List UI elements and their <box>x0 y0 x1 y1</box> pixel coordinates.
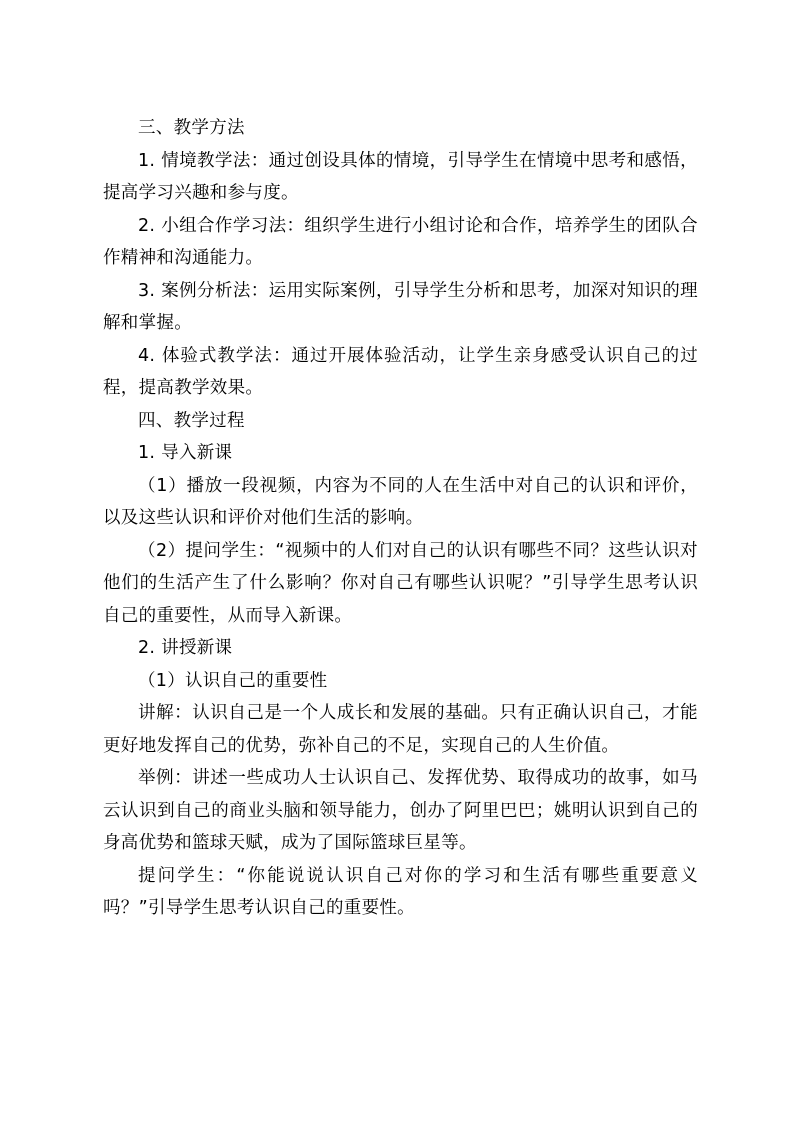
document-body <box>103 112 698 925</box>
method-experiential-teaching: 4. 体验式教学法：通过开展体验活动，让学生亲身感受认识自己的过程，提高教学效果。 <box>103 345 698 398</box>
subheading-teach-lesson: 2. 讲授新课 <box>138 638 233 658</box>
intro-step-ask-students: （2）提问学生：“视频中的人们对自己的认识有哪些不同？这些认识对他们的生活产生了什么影响？你对自己有哪些认识呢？”引导学生思考认识自己的重要性，从而导入新课。 <box>103 540 698 626</box>
topic-importance-of-self-awareness: （1）认识自己的重要性 <box>138 670 328 691</box>
subheading-introduce-lesson: 1. 导入新课 <box>138 443 233 463</box>
intro-step-play-video: （1）播放一段视频，内容为不同的人在生活中对自己的认识和评价，以及这些认识和评价对他们生活的影响。 <box>103 475 698 528</box>
explanation-paragraph: 讲解：认识自己是一个人成长和发展的基础。只有正确认识自己，才能更好地发挥自己的优势，弥补自己的不足，实现自己的人生价值。 <box>103 703 698 756</box>
question-paragraph: 提问学生：“你能说说认识自己对你的学习和生活有哪些重要意义吗？”引导学生思考认识自己的重要性。 <box>103 865 698 918</box>
method-group-cooperation: 2. 小组合作学习法：组织学生进行小组讨论和合作，培养学生的团队合作精神和沟通能力。 <box>103 215 698 268</box>
section-heading-teaching-methods: 三、教学方法 <box>138 118 245 138</box>
example-paragraph: 举例：讲述一些成功人士认识自己、发挥优势、取得成功的故事，如马云认识到自己的商业头脑和领导能力，创办了阿里巴巴；姚明认识到自己的身高优势和篮球天赋，成为了国际篮球巨星等。 <box>103 768 698 853</box>
section-heading-teaching-process: 四、教学过程 <box>138 410 245 431</box>
method-case-analysis: 3. 案例分析法：运用实际案例，引导学生分析和思考，加深对知识的理解和掌握。 <box>103 280 698 333</box>
method-situational-teaching: 1. 情境教学法：通过创设具体的情境，引导学生在情境中思考和感悟，提高学习兴趣和参与度。 <box>103 150 698 203</box>
